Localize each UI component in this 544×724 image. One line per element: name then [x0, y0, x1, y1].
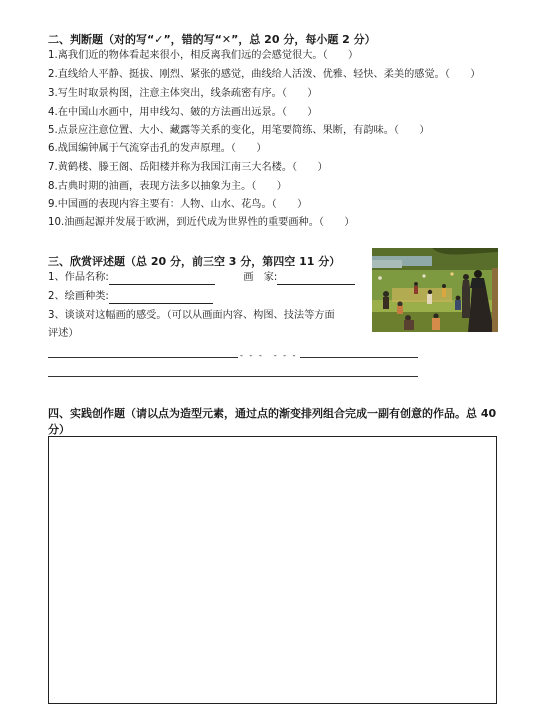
answer-dots: - - - - - -: [240, 351, 298, 360]
judge-question-2: 2.直线给人平静、挺拔、刚烈、紧张的感觉，曲线给人活泼、优雅、轻快、柔美的感觉。（ ）: [48, 69, 481, 80]
painter-blank[interactable]: [277, 273, 355, 285]
answer-line-1a[interactable]: [48, 357, 238, 358]
q1-row: [48, 271, 355, 285]
q3-line2: 评述）: [48, 328, 79, 339]
judge-question-5: 5.点景应注意位置、大小、藏露等关系的变化，用笔要简练、果断，有韵味。（ ）: [48, 125, 430, 136]
judge-question-8: 8.古典时期的油画，表现方法多以抽象为主。（ ）: [48, 181, 287, 192]
artwork-name-blank[interactable]: [109, 273, 215, 285]
q2-row: [48, 290, 213, 304]
painting-type-blank[interactable]: [109, 292, 213, 304]
judge-question-3: 3.写生时取景构图，注意主体突出，线条疏密有序。（ ）: [48, 88, 318, 99]
artwork-name-label: 1、作品名称:: [48, 272, 109, 283]
section3-title: 三、欣赏评述题（总 20 分，前三空 3 分，第四空 11 分）: [48, 255, 341, 268]
section4-title-line1: 四、实践创作题（请以点为造型元素，通过点的渐变排列组合完成一副有创意的作品。总 40: [48, 407, 497, 420]
artwork-image: [372, 248, 498, 332]
painter-label: 画 家:: [243, 272, 278, 283]
q3-line1: 3、谈谈对这幅画的感受。（可以从画面内容、构图、技法等方面: [48, 310, 335, 321]
section2-title: 二、判断题（对的写“✓”，错的写“✕”，总 20 分，每小题 2 分）: [48, 33, 376, 46]
painting-type-label: 2、绘画种类:: [48, 291, 109, 302]
judge-question-1: 1.离我们近的物体看起来很小，相反离我们远的会感觉很大。（ ）: [48, 50, 359, 61]
judge-question-6: 6.战国编钟属于气流穿击孔的发声原理。（ ）: [48, 143, 267, 154]
judge-question-9: 9.中国画的表现内容主要有：人物、山水、花鸟。（ ）: [48, 199, 308, 210]
judge-question-4: 4.在中国山水画中，用申线勾、皴的方法画出远景。（ ）: [48, 107, 318, 118]
drawing-area[interactable]: [48, 436, 497, 704]
judge-question-10: 10.油画起源并发展于欧洲，到近代成为世界性的重要画种。（ ）: [48, 217, 355, 228]
section4-title-line2: 分）: [48, 423, 70, 436]
judge-question-7: 7.黄鹤楼、滕王阁、岳阳楼并称为我国江南三大名楼。（ ）: [48, 162, 328, 173]
answer-line-1b[interactable]: [300, 357, 418, 358]
answer-line-2[interactable]: [48, 376, 418, 377]
